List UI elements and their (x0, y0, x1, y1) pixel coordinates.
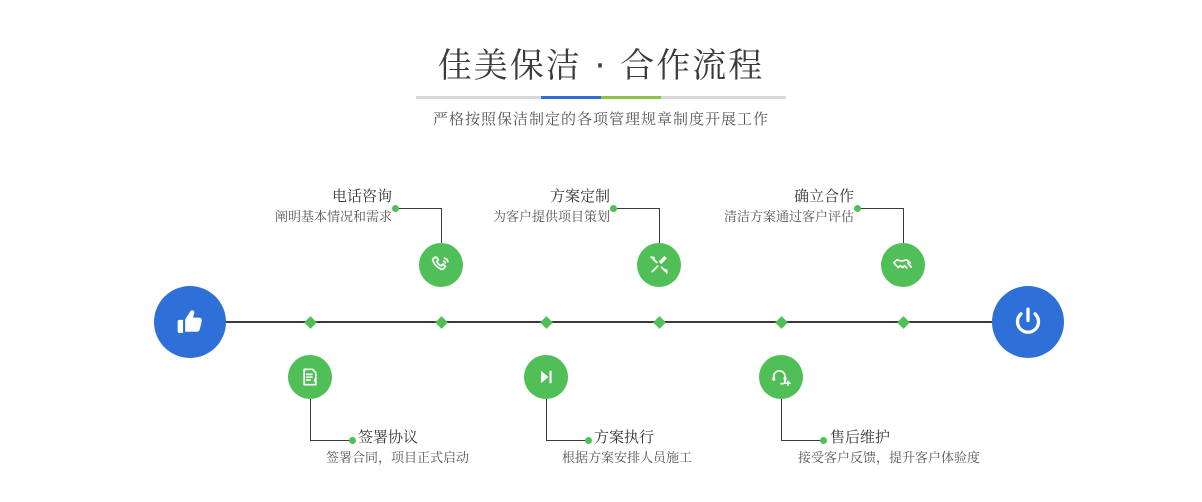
step-1-connector-horizontal (396, 208, 442, 209)
axis-marker-6 (775, 316, 788, 329)
step-1-title: 电话咨询 (331, 187, 392, 205)
axis-marker-3 (653, 316, 666, 329)
axis-marker-5 (897, 316, 910, 329)
document-edit-icon (298, 365, 322, 389)
divider-right-segment (661, 96, 786, 99)
divider-blue-segment (541, 96, 601, 99)
handshake-icon (891, 253, 915, 277)
step-6-title: 售后维护 (830, 428, 891, 446)
step-2-node[interactable] (288, 355, 332, 399)
step-6-connector-vertical (781, 399, 782, 440)
step-1-connector-dot (392, 205, 399, 212)
step-1-desc: 阐明基本情况和需求 (274, 210, 392, 225)
step-6-node[interactable] (759, 355, 803, 399)
start-endpoint (154, 286, 226, 358)
step-3-connector-horizontal (614, 208, 660, 209)
step-2-connector-vertical (310, 399, 311, 440)
step-5-connector-horizontal (858, 208, 904, 209)
axis-marker-2 (304, 316, 317, 329)
step-1-label (252, 186, 392, 228)
thumbs-up-icon (173, 305, 207, 339)
step-6-desc: 接受客户反馈，提升客户体验度 (798, 451, 981, 466)
step-5-label (700, 186, 854, 228)
axis-marker-1 (435, 316, 448, 329)
page-subtitle: 严格按照保洁制定的各项管理规章制度开展工作 (432, 111, 769, 128)
phone-ring-icon (429, 253, 453, 277)
step-4-connector-vertical (546, 399, 547, 440)
step-2-label (326, 427, 469, 469)
headset-support-icon (769, 365, 793, 389)
step-5-connector-vertical (903, 208, 904, 243)
step-5-node[interactable] (881, 243, 925, 287)
step-5-connector-dot (854, 205, 861, 212)
axis-marker-4 (540, 316, 553, 329)
step-3-node[interactable] (637, 243, 681, 287)
step-3-connector-dot (610, 205, 617, 212)
step-5-title: 确立合作 (793, 187, 854, 205)
step-4-title: 方案执行 (594, 428, 655, 446)
step-3-connector-vertical (659, 208, 660, 243)
step-6-label (798, 427, 980, 469)
tools-icon (647, 253, 671, 277)
step-2-desc: 签署合同，项目正式启动 (326, 451, 470, 466)
step-4-label (562, 427, 692, 469)
step-3-title: 方案定制 (549, 187, 610, 205)
step-3-label (462, 186, 610, 228)
play-skip-icon (535, 366, 557, 388)
title-divider (416, 96, 786, 99)
step-5-desc: 清洁方案通过客户评估 (723, 210, 854, 225)
power-icon (1010, 304, 1046, 340)
step-1-node[interactable] (419, 243, 463, 287)
step-3-desc: 为客户提供项目策划 (492, 210, 610, 225)
end-endpoint (992, 286, 1064, 358)
step-2-title: 签署协议 (358, 428, 419, 446)
step-4-desc: 根据方案安排人员施工 (562, 451, 693, 466)
divider-green-segment (601, 96, 661, 99)
step-4-node[interactable] (524, 355, 568, 399)
page-title: 佳美保洁 · 合作流程 (437, 46, 765, 86)
step-1-connector-vertical (441, 208, 442, 243)
divider-left-segment (416, 96, 541, 99)
